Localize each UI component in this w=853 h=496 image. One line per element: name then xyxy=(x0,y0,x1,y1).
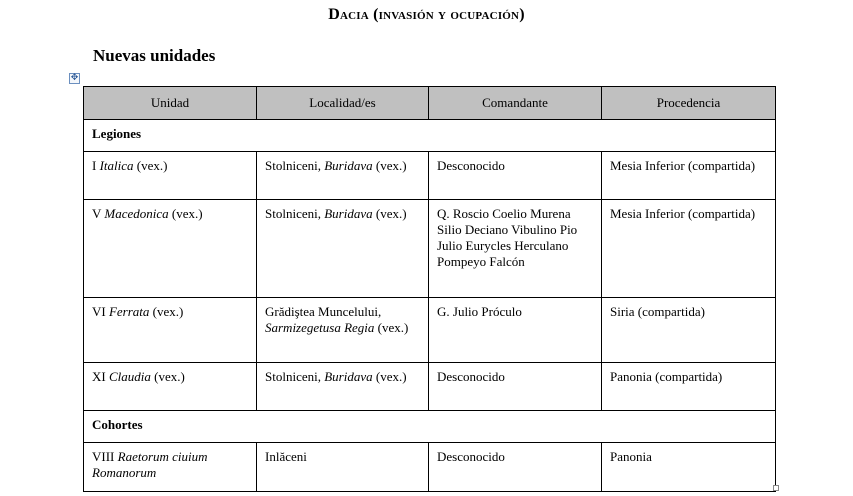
group-row-legiones xyxy=(84,120,776,152)
header-procedencia: Procedencia xyxy=(602,87,776,120)
cell-procedencia: Siria (compartida) xyxy=(602,298,776,363)
table-row xyxy=(84,363,776,411)
cell-comandante: Q. Roscio Coelio Murena Silio Deciano Vibulino Pio Julio Eurycles Herculano Pompeyo Falcón xyxy=(429,200,602,298)
cell-procedencia: Mesia Inferior (compartida) xyxy=(602,200,776,298)
table-header-row xyxy=(84,87,776,120)
cell-comandante: Desconocido xyxy=(429,152,602,200)
cell-procedencia: Panonia (compartida) xyxy=(602,363,776,411)
table-row xyxy=(84,200,776,298)
table-move-handle-icon[interactable]: ✥ xyxy=(70,73,79,83)
cell-comandante: Desconocido xyxy=(429,443,602,492)
section-heading: Nuevas unidades xyxy=(93,46,216,65)
group-label-legiones: Legiones xyxy=(84,120,776,152)
header-comandante: Comandante xyxy=(429,87,602,120)
cell-unidad: V Macedonica (vex.) xyxy=(84,200,257,298)
cell-localidad: Stolniceni, Buridava (vex.) xyxy=(257,200,429,298)
cell-localidad: Stolniceni, Buridava (vex.) xyxy=(257,152,429,200)
group-label-cohortes: Cohortes xyxy=(84,411,776,443)
group-row-cohortes xyxy=(84,411,776,443)
cell-unidad: I Italica (vex.) xyxy=(84,152,257,200)
table-row xyxy=(84,298,776,363)
cell-unidad: VIII Raetorum ciuium Romanorum xyxy=(84,443,257,492)
header-unidad: Unidad xyxy=(84,87,257,120)
header-localidad: Localidad/es xyxy=(257,87,429,120)
table-row xyxy=(84,152,776,200)
cell-localidad: Grădiştea Muncelului, Sarmizegetusa Regia (vex.) xyxy=(257,298,429,363)
cell-unidad: XI Claudia (vex.) xyxy=(84,363,257,411)
cell-comandante: G. Julio Próculo xyxy=(429,298,602,363)
cell-localidad: Inlăceni xyxy=(257,443,429,492)
cell-procedencia: Panonia xyxy=(602,443,776,492)
cell-comandante: Desconocido xyxy=(429,363,602,411)
units-table xyxy=(83,86,776,492)
table-row xyxy=(84,443,776,492)
cell-localidad: Stolniceni, Buridava (vex.) xyxy=(257,363,429,411)
cell-unidad: VI Ferrata (vex.) xyxy=(84,298,257,363)
cell-procedencia: Mesia Inferior (compartida) xyxy=(602,152,776,200)
document-title: Dacia (invasión y ocupación) xyxy=(328,6,525,23)
table-resize-handle[interactable] xyxy=(773,485,779,491)
